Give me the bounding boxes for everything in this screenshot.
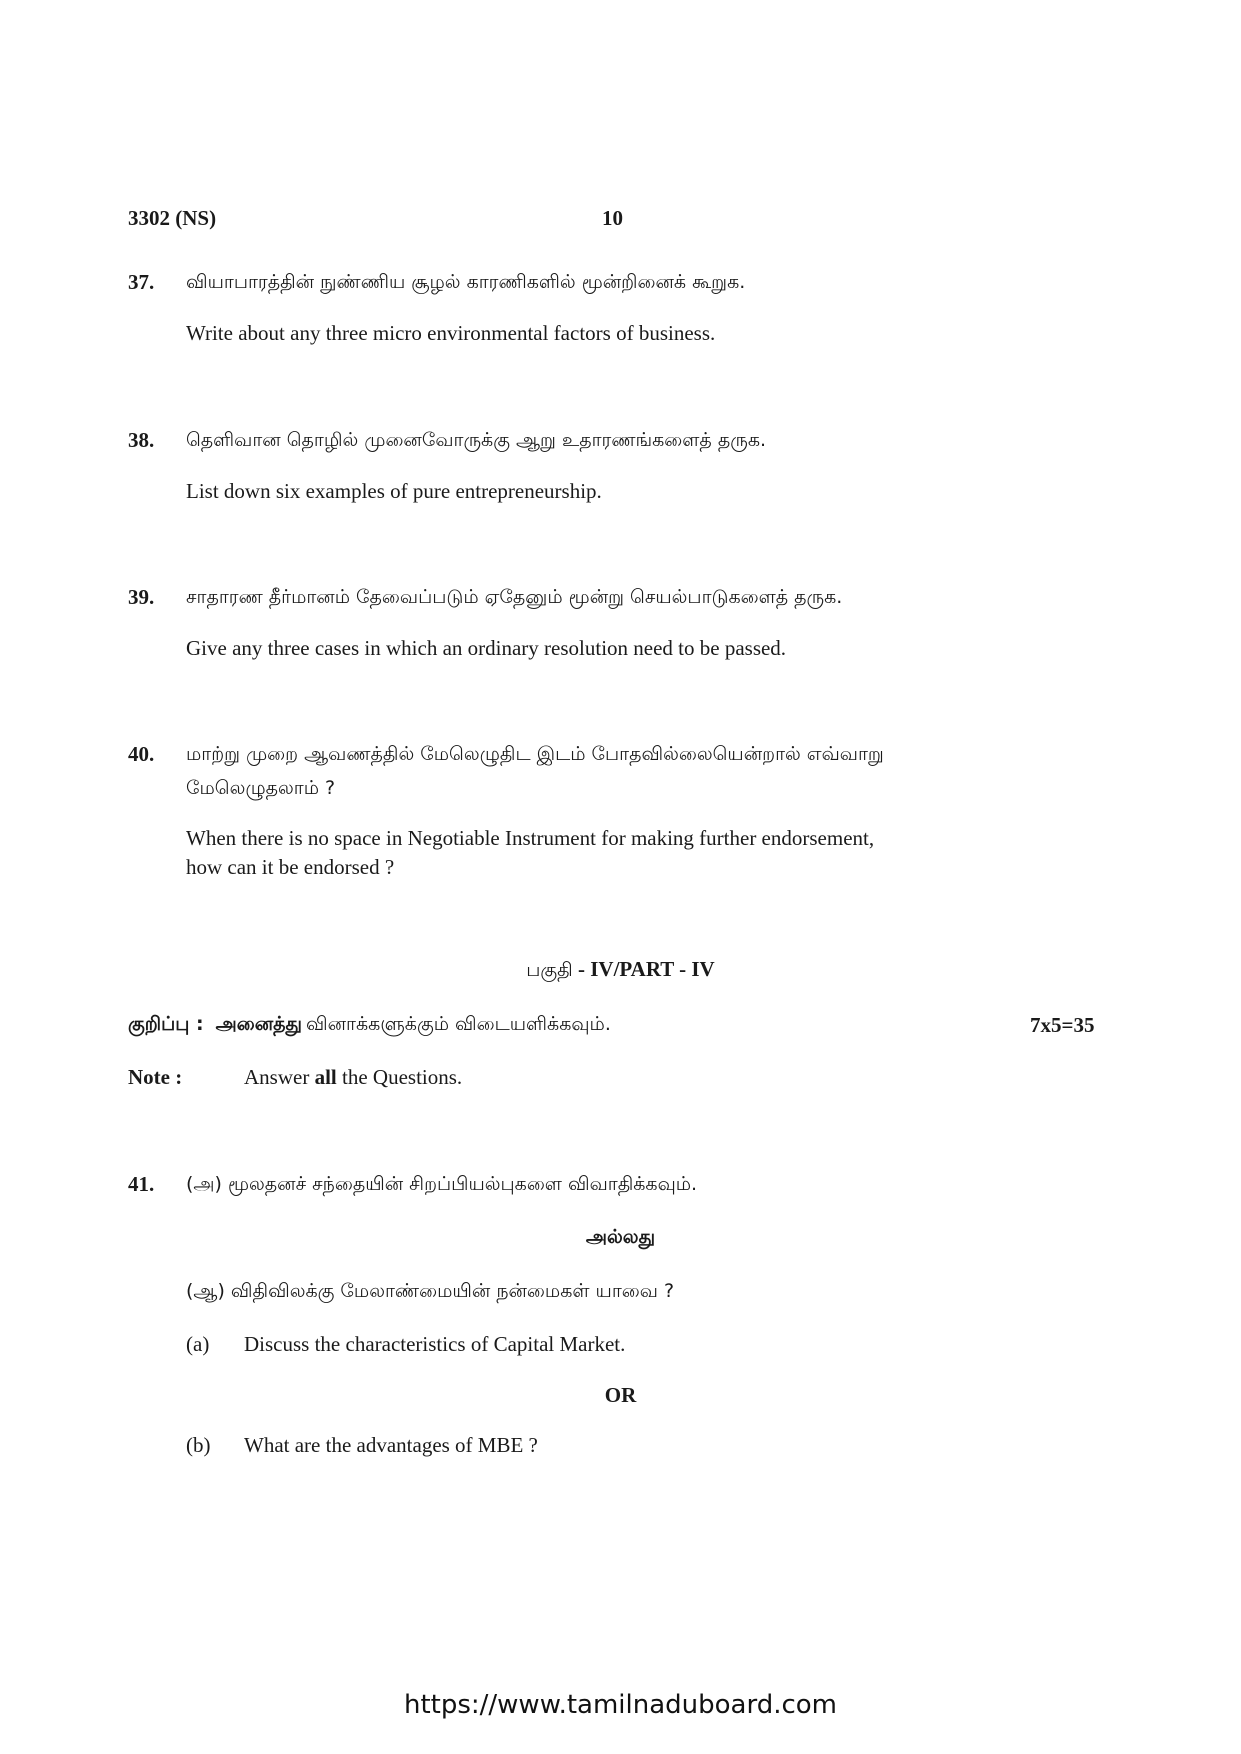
question-tamil-text: சாதாரண தீர்மானம் தேவைப்படும் ஏதேனும் மூன்று செயல்பாடுகளைத் தருக.	[186, 586, 843, 608]
question-number: 38.	[128, 428, 155, 452]
note-tamil-rest: வினாக்களுக்கும் விடையளிக்கவும்.	[306, 1013, 611, 1035]
note-tamil	[128, 1013, 611, 1038]
note-english-label: Note :	[128, 1065, 183, 1089]
question-number: 41.	[128, 1172, 155, 1196]
paper-code: 3302 (NS)	[128, 206, 217, 230]
part-heading-separator: -	[572, 957, 591, 981]
question-tamil-option-b: (ஆ) விதிவிலக்கு மேலாண்மையின் நன்மைகள் யாவை ?	[186, 1280, 675, 1302]
footer-url[interactable]: https://www.tamilnaduboard.com	[403, 1690, 838, 1720]
note-tamil-bold: அனைத்து	[215, 1013, 302, 1035]
note-english-bold: all	[314, 1065, 337, 1089]
question-tamil-text: மேலெழுதலாம் ?	[186, 777, 336, 799]
question-tamil-text: வியாபாரத்தின் நுண்ணிய சூழல் காரணிகளில் மூன்றினைக் கூறுக.	[186, 271, 746, 293]
marks-allocation: 7x5=35	[1030, 1013, 1095, 1037]
note-english-post: the Questions.	[342, 1065, 463, 1089]
option-a-label: (a)	[186, 1332, 210, 1356]
question-english-text: List down six examples of pure entrepreneurship.	[186, 479, 602, 503]
option-a-text: Discuss the characteristics of Capital Market.	[244, 1332, 626, 1356]
page-number: 10	[602, 206, 623, 230]
question-tamil-option-a: (அ) மூலதனச் சந்தையின் சிறப்பியல்புகளை விவாதிக்கவும்.	[186, 1173, 698, 1195]
note-english-text	[244, 1065, 462, 1090]
part-heading-english: IV/PART - IV	[590, 957, 715, 981]
question-english-text: When there is no space in Negotiable Instrument for making further endorsement,	[186, 826, 875, 850]
question-tamil-text: தெளிவான தொழில் முனைவோருக்கு ஆறு உதாரணங்களைத் தருக.	[186, 429, 767, 451]
option-b-text: What are the advantages of MBE ?	[244, 1433, 538, 1457]
question-number: 40.	[128, 742, 155, 766]
part-heading	[0, 957, 1241, 984]
question-english-text: how can it be endorsed ?	[186, 855, 395, 879]
question-number: 39.	[128, 585, 155, 609]
question-tamil-text: மாற்று முறை ஆவணத்தில் மேலெழுதிட இடம் போதவில்லையென்றால் எவ்வாறு	[186, 743, 884, 765]
part-heading-tamil: பகுதி	[526, 959, 573, 981]
tamil-or: அல்லது	[585, 1226, 656, 1248]
english-or: OR	[604, 1383, 637, 1407]
question-english-text: Give any three cases in which an ordinary resolution need to be passed.	[186, 636, 787, 660]
note-english-pre: Answer	[244, 1065, 310, 1089]
question-english-text: Write about any three micro environmental factors of business.	[186, 321, 716, 345]
note-tamil-label: குறிப்பு :	[128, 1013, 204, 1035]
question-number: 37.	[128, 270, 155, 294]
option-b-label: (b)	[186, 1433, 211, 1457]
